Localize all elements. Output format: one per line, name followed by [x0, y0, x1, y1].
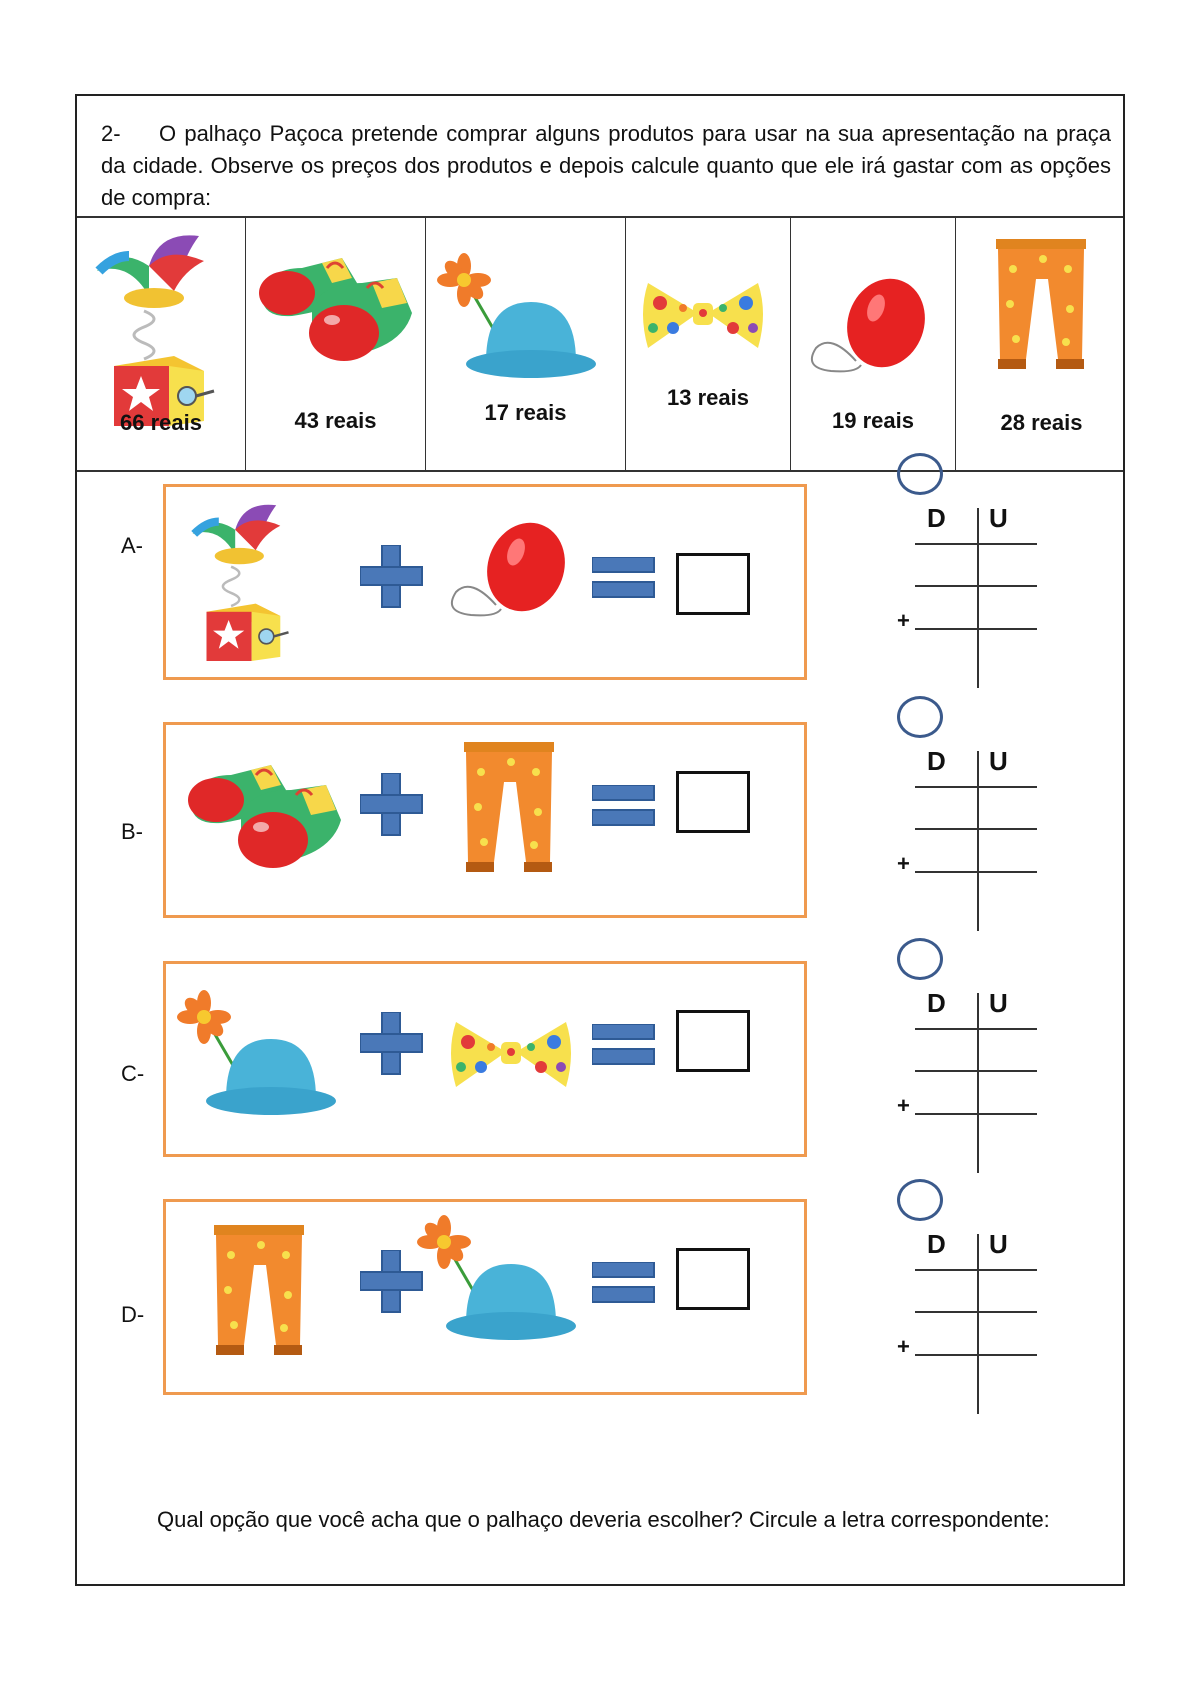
row-line	[915, 1070, 1037, 1072]
clown-shoes-icon	[181, 745, 351, 875]
column-divider	[977, 508, 979, 688]
column-divider	[977, 993, 979, 1173]
units-header: U	[989, 503, 1008, 533]
row-line	[915, 1028, 1037, 1030]
product-price: 19 reais	[832, 408, 914, 433]
row-line	[915, 543, 1037, 545]
exercise-number: 2-	[101, 121, 121, 146]
product-price: 28 reais	[1000, 410, 1083, 435]
place-value-table-d	[897, 1179, 1027, 1429]
product-cell-hat	[426, 218, 626, 470]
product-price: 13 reais	[667, 385, 749, 410]
plus-sign: +	[897, 1093, 910, 1118]
column-divider	[977, 751, 979, 931]
option-label-b[interactable]: B-	[121, 819, 143, 844]
red-balloon-icon	[801, 273, 936, 383]
place-value-table-a	[897, 453, 1027, 703]
plus-icon	[360, 1250, 424, 1314]
plus-icon	[360, 1012, 424, 1076]
row-line	[915, 1269, 1037, 1271]
equals-icon	[592, 1262, 656, 1304]
plus-sign: +	[897, 1334, 910, 1359]
row-line	[915, 1113, 1037, 1115]
option-label-d[interactable]: D-	[121, 1302, 145, 1327]
clown-pants-icon	[206, 1220, 316, 1365]
option-a-box	[163, 484, 807, 680]
answer-box[interactable]	[676, 771, 750, 833]
option-circle[interactable]	[897, 453, 943, 495]
row-line	[915, 786, 1037, 788]
product-cell-pants	[956, 218, 1127, 470]
units-header: U	[989, 1229, 1008, 1259]
row-line	[915, 585, 1037, 587]
row-line	[915, 1354, 1037, 1356]
tens-header: D	[927, 988, 946, 1018]
option-b-box	[163, 722, 807, 918]
option-circle[interactable]	[897, 938, 943, 980]
exercise-intro	[101, 118, 1111, 214]
product-price: 43 reais	[294, 408, 377, 433]
exercise-text: O palhaço Paçoca pretende comprar alguns produtos para usar na sua apresentação na praça da cidade. Observe os preços dos produtos e depois calcule quanto que ele irá gastar com as opções de compra:	[101, 121, 1111, 210]
product-price-table	[77, 216, 1123, 472]
equals-icon	[592, 785, 656, 827]
clown-shoes-icon	[252, 238, 422, 368]
column-divider	[977, 1234, 979, 1414]
row-line	[915, 828, 1037, 830]
plus-sign: +	[897, 851, 910, 876]
row-line	[915, 1311, 1037, 1313]
answer-box[interactable]	[676, 553, 750, 615]
row-line	[915, 628, 1037, 630]
units-header: U	[989, 988, 1008, 1018]
option-c-box	[163, 961, 807, 1157]
clown-pants-icon	[988, 234, 1098, 379]
option-d-box	[163, 1199, 807, 1395]
product-price: 66 reais	[120, 410, 202, 435]
units-header: U	[989, 746, 1008, 776]
option-label-a[interactable]: A-	[121, 533, 143, 558]
answer-box[interactable]	[676, 1010, 750, 1072]
closing-question: Qual opção que você acha que o palhaço deveria escolher? Circule a letra correspondente:	[157, 1507, 1050, 1532]
plus-icon	[360, 773, 424, 837]
answer-box[interactable]	[676, 1248, 750, 1310]
tens-header: D	[927, 746, 946, 776]
tens-header: D	[927, 503, 946, 533]
equals-icon	[592, 1024, 656, 1066]
product-cell-balloon	[791, 218, 956, 470]
flower-hat-icon	[176, 979, 356, 1124]
flower-hat-icon	[416, 1204, 596, 1349]
equals-icon	[592, 557, 656, 599]
jack-in-the-box-icon	[186, 497, 326, 667]
option-circle[interactable]	[897, 696, 943, 738]
bow-tie-icon	[638, 273, 773, 363]
bow-tie-icon	[446, 1012, 581, 1102]
product-price: 17 reais	[484, 400, 567, 425]
red-balloon-icon	[441, 517, 581, 627]
row-line	[915, 871, 1037, 873]
place-value-table-b	[897, 696, 1027, 946]
jack-in-the-box-icon	[89, 226, 239, 436]
plus-icon	[360, 545, 424, 609]
clown-pants-icon	[456, 737, 566, 882]
product-cell-jack	[77, 218, 246, 470]
plus-sign: +	[897, 608, 910, 633]
flower-hat-icon	[436, 242, 616, 387]
exercise-sheet	[75, 94, 1125, 1586]
place-value-table-c	[897, 938, 1027, 1188]
option-label-c[interactable]: C-	[121, 1061, 145, 1086]
tens-header: D	[927, 1229, 946, 1259]
product-cell-shoes	[246, 218, 426, 470]
product-cell-bow	[626, 218, 791, 470]
option-circle[interactable]	[897, 1179, 943, 1221]
